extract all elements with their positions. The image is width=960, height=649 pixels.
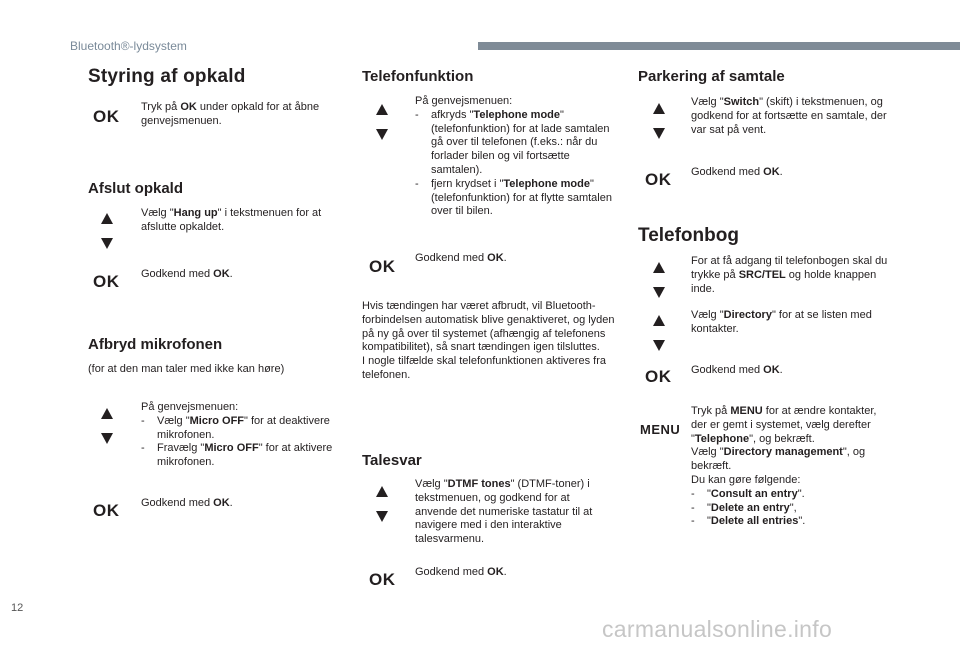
telefon-step2: Godkend med OK. (415, 252, 507, 264)
list-item: - afkryds "Telephone mode" (telefonfunktion) for at lade samtalen gå over til telefonen (f.eks.: når du forlader bilen og vil fortsætte samtalen). (415, 109, 615, 178)
afbryd-step1: På genvejsmenuen: - Vælg "Micro OFF" for at deaktivere mikrofonen. - Fravælg "Micro OFF" for at aktivere mikrofonen. (141, 401, 337, 470)
up-down-arrows-icon (101, 213, 115, 251)
talesvar-step1: Vælg "DTMF tones" (DTMF-toner) i tekstmenuen, og godkend for at anvende det numeriske tastatur til at navigere med i den interaktive talesvarmenu. (415, 478, 593, 546)
parkering-step2: Godkend med OK. (691, 166, 783, 178)
telefonbog-step2: Vælg "Directory" for at se listen med kontakter. (691, 309, 872, 335)
header-title: Bluetooth®-lydsystem (70, 39, 187, 53)
section-title-parkering: Parkering af samtale (638, 68, 785, 85)
list-item: - "Consult an entry". (691, 488, 891, 502)
up-down-arrows-icon (653, 103, 667, 141)
section-title-afbryd: Afbryd mikrofonen (88, 336, 223, 353)
list-item: - Vælg "Micro OFF" for at deaktivere mikrofonen. (141, 415, 337, 443)
up-down-arrows-icon (376, 104, 390, 142)
ok-icon: OK (369, 570, 396, 589)
afbryd-note: (for at den man taler med ikke kan høre) (88, 363, 285, 375)
styring-text: Tryk på OK under opkald for at åbne genvejsmenuen. (141, 101, 320, 127)
afslut-step2: Godkend med OK. (141, 268, 233, 280)
section-title-afslut: Afslut opkald (88, 180, 184, 197)
up-down-arrows-icon (653, 315, 667, 353)
list-item: - "Delete an entry", (691, 502, 891, 516)
section-title-telefonfunktion: Telefonfunktion (362, 68, 474, 85)
ok-icon: OK (93, 272, 120, 291)
up-down-arrows-icon (653, 262, 667, 300)
up-down-arrows-icon (376, 486, 390, 524)
section-title-styring: Styring af opkald (88, 66, 246, 87)
menu-icon: MENU (640, 422, 681, 437)
ok-icon: OK (93, 501, 120, 520)
afbryd-step2: Godkend med OK. (141, 497, 233, 509)
telefon-step1: På genvejsmenuen: - afkryds "Telephone mode" (telefonfunktion) for at lade samtalen gå over til telefonen (f.eks.: når du forlader bilen og vil fortsætte samtalen). - fjern krydset i "Telephone mode" (telefonfunktion) for at flytte samtalen over til bilen. (415, 95, 615, 219)
ok-icon: OK (645, 367, 672, 386)
list-item: - fjern krydset i "Telephone mode" (telefonfunktion) for at flytte samtalen over til bilen. (415, 178, 615, 219)
telefonbog-step4: Tryk på MENU for at ændre kontakter, der er gemt i systemet, vælg derefter "Telephone", og bekræft. Vælg "Directory management", og bekræft. Du kan gøre følgende: - "Consult an entry". - "Delete an entry", - "Delete all entries". (691, 405, 891, 529)
ok-icon: OK (93, 107, 120, 126)
ok-icon: OK (645, 170, 672, 189)
up-down-arrows-icon (101, 408, 115, 446)
ok-icon: OK (369, 257, 396, 276)
section-title-telefonbog: Telefonbog (638, 225, 739, 246)
list-item: - Fravælg "Micro OFF" for at aktivere mikrofonen. (141, 442, 337, 470)
page-number: 12 (11, 602, 24, 614)
afslut-step1: Vælg "Hang up" i tekstmenuen for at afslutte opkaldet. (141, 207, 322, 233)
list-item: - "Delete all entries". (691, 515, 891, 529)
talesvar-step2: Godkend med OK. (415, 566, 507, 578)
telefonbog-step1: For at få adgang til telefonbogen skal du trykke på SRC/TEL og holde knappen inde. (691, 255, 888, 295)
watermark: carmanualsonline.info (602, 616, 833, 642)
telefon-info: Hvis tændingen har været afbrudt, vil Bluetooth-forbindelsen automatisk blive genaktiveret, og lyden på ny gå over til systemet (afhængig af telefonens kompatibilitet), så snart tændingen igen tilsluttes. I nogle tilfælde skal telefonfunktionen aktiveres fra telefonen. (362, 300, 615, 381)
telefonbog-step3: Godkend med OK. (691, 364, 783, 376)
header-bar (478, 42, 960, 50)
parkering-step1: Vælg "Switch" (skift) i tekstmenuen, og godkend for at fortsætte en samtale, der var sat på vent. (691, 96, 887, 136)
section-title-talesvar: Talesvar (362, 452, 422, 469)
